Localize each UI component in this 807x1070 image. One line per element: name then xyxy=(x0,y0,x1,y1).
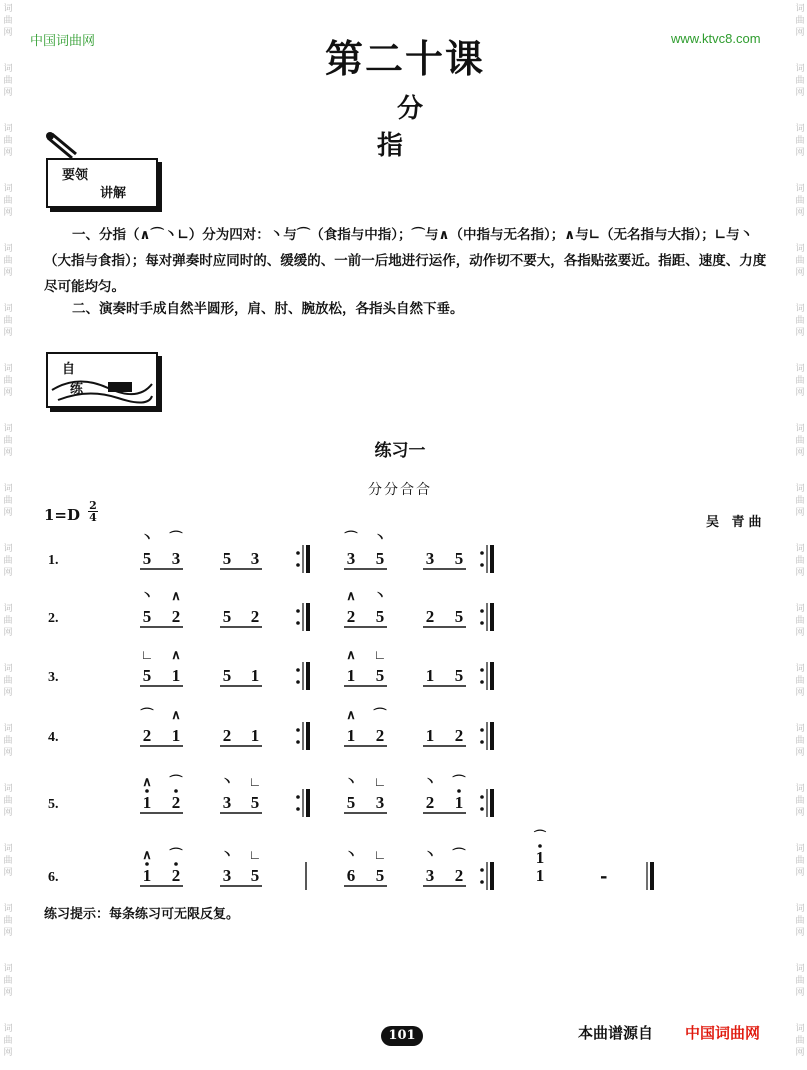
watermark-char: 网 xyxy=(3,88,13,98)
fingering-mark: ∧ xyxy=(346,707,356,722)
watermark-char: 网 xyxy=(795,148,805,158)
watermark-char: 网 xyxy=(795,208,805,218)
watermark-char: 词 xyxy=(3,844,13,854)
fingering-mark: ∧ xyxy=(171,647,181,662)
repeat-bar-mid-dot-top xyxy=(296,668,300,672)
note: 2 xyxy=(171,607,181,626)
watermark-char: 词 xyxy=(795,184,805,194)
repeat-bar-mid-dot-top xyxy=(296,609,300,613)
watermark-char: 词 xyxy=(3,484,13,494)
note: 3 xyxy=(425,549,435,568)
fingering-mark: 丶 xyxy=(373,588,387,603)
fingering-mark: ∟ xyxy=(373,847,387,862)
watermark-char: 曲 xyxy=(795,616,805,626)
watermark-char: 曲 xyxy=(3,796,13,806)
note: 1 xyxy=(425,726,435,745)
watermark-char: 曲 xyxy=(3,976,13,986)
repeat-bar-mid-dot-top xyxy=(296,551,300,555)
repeat-bar-end-dot-top xyxy=(480,728,484,732)
source-site: 中国词曲网 xyxy=(685,1024,761,1042)
watermark-char: 词 xyxy=(795,4,805,14)
watermark-char: 网 xyxy=(795,268,805,278)
watermark-char: 曲 xyxy=(795,976,805,986)
note: 5 xyxy=(250,793,260,812)
note: 5 xyxy=(222,666,232,685)
watermark-char: 网 xyxy=(3,28,13,38)
watermark-char: 曲 xyxy=(795,796,805,806)
repeat-bar-mid-dot-bottom xyxy=(296,563,300,567)
high-octave-dot xyxy=(145,789,149,793)
watermark-char: 网 xyxy=(3,448,13,458)
watermark-char: 词 xyxy=(3,1024,13,1034)
high-octave-dot xyxy=(174,862,178,866)
watermark-char: 曲 xyxy=(795,16,805,26)
practice-tip: 练习提示：每条练习可无限反复。 xyxy=(44,907,240,922)
site-watermark-left: 中国词曲网 xyxy=(30,34,96,49)
watermark-char: 词 xyxy=(3,784,13,794)
watermark-char: 网 xyxy=(795,688,805,698)
watermark-char: 网 xyxy=(795,928,805,938)
watermark-char: 曲 xyxy=(3,556,13,566)
note: 6 xyxy=(346,866,356,885)
watermark-char: 词 xyxy=(795,964,805,974)
note: 5 xyxy=(454,666,464,685)
fingering-mark: ∟ xyxy=(248,847,262,862)
final-note: 1 xyxy=(535,866,545,885)
meter-top: 2 xyxy=(89,499,97,512)
repeat-bar-mid-dot-top xyxy=(296,795,300,799)
watermark-char: 曲 xyxy=(3,316,13,326)
watermark-char: 网 xyxy=(3,928,13,938)
site-watermark-right: www.ktvc8.com xyxy=(671,31,761,46)
note: 3 xyxy=(375,793,385,812)
watermark-char: 词 xyxy=(3,184,13,194)
high-octave-dot xyxy=(538,844,542,848)
watermark-char: 网 xyxy=(3,508,13,518)
note: 1 xyxy=(250,666,260,685)
watermark-char: 词 xyxy=(795,124,805,134)
watermark-char: 网 xyxy=(3,148,13,158)
repeat-bar-mid-dot-bottom xyxy=(296,680,300,684)
watermark-char: 网 xyxy=(795,1048,805,1058)
watermark-char: 曲 xyxy=(795,316,805,326)
watermark-char: 网 xyxy=(795,568,805,578)
watermark-char: 网 xyxy=(3,628,13,638)
explanation-para-1-text: 一、分指（∧⌒丶∟）分为四对：丶与⌒（食指与中指）；⌒与∧（中指与无名指）；∧与∟（无名指与大指）；∟与丶（大指与食指）；每对弹奏时应同时的、缓缓的、一前一后地进行运作，动作切不要大，各指贴弦要近。指距、速度、力度尽可能均匀。 xyxy=(44,227,767,295)
watermark-char: 词 xyxy=(3,544,13,554)
watermark-char: 词 xyxy=(3,964,13,974)
watermark-char: 词 xyxy=(795,304,805,314)
watermark-char: 词 xyxy=(795,724,805,734)
note: 5 xyxy=(375,866,385,885)
watermark-char: 词 xyxy=(795,364,805,374)
note: 5 xyxy=(346,793,356,812)
note: 2 xyxy=(250,607,260,626)
watermark-char: 曲 xyxy=(3,16,13,26)
watermark-char: 网 xyxy=(3,388,13,398)
exercise-title: 练习一 xyxy=(374,441,426,461)
note: 1 xyxy=(171,666,181,685)
fingering-mark: ⌒ xyxy=(452,847,466,862)
fingering-mark: 丶 xyxy=(423,847,437,862)
note: 2 xyxy=(454,726,464,745)
watermark-char: 曲 xyxy=(795,256,805,266)
page-number: 101 xyxy=(381,1026,423,1046)
fingering-mark: ∧ xyxy=(142,847,152,862)
watermark-char: 网 xyxy=(795,748,805,758)
watermark-char: 词 xyxy=(795,244,805,254)
watermark-char: 网 xyxy=(3,808,13,818)
fingering-mark: ⌒ xyxy=(452,774,466,789)
practice-badge-line1: 自 xyxy=(62,362,76,377)
fingering-mark: ⌒ xyxy=(533,829,546,843)
note: 5 xyxy=(142,607,152,626)
watermark-char: 词 xyxy=(795,424,805,434)
watermark-char: 网 xyxy=(795,988,805,998)
repeat-bar-end-dot-bottom xyxy=(480,740,484,744)
note: 3 xyxy=(425,866,435,885)
lesson-title: 第二十课 xyxy=(324,36,485,81)
watermark-char: 词 xyxy=(795,664,805,674)
row-number: 6. xyxy=(48,870,59,885)
watermark-char: 词 xyxy=(795,904,805,914)
fingering-mark: ⌒ xyxy=(169,774,183,789)
watermark-char: 词 xyxy=(3,124,13,134)
repeat-bar-end-dot-bottom xyxy=(480,807,484,811)
fingering-mark: ⌒ xyxy=(169,847,183,862)
watermark-char: 曲 xyxy=(3,736,13,746)
fingering-mark: ∟ xyxy=(140,647,154,662)
watermark-char: 曲 xyxy=(795,556,805,566)
repeat-bar-end-dot-top xyxy=(480,609,484,613)
watermark-char: 网 xyxy=(3,208,13,218)
note: 2 xyxy=(454,866,464,885)
watermark-char: 网 xyxy=(795,28,805,38)
meter-bottom: 4 xyxy=(89,511,97,524)
note: 1 xyxy=(142,793,152,812)
watermark-char: 曲 xyxy=(3,916,13,926)
note: 5 xyxy=(375,549,385,568)
watermark-char: 网 xyxy=(3,568,13,578)
row-number: 5. xyxy=(48,797,59,812)
fingering-mark: ∟ xyxy=(373,774,387,789)
watermark-char: 曲 xyxy=(3,676,13,686)
watermark-char: 网 xyxy=(3,868,13,878)
note: 5 xyxy=(142,666,152,685)
note: 3 xyxy=(250,549,260,568)
repeat-bar-end-dot-top xyxy=(480,795,484,799)
watermark-char: 词 xyxy=(3,364,13,374)
watermark-char: 曲 xyxy=(795,136,805,146)
explain-badge-line1: 要领 xyxy=(62,168,89,183)
watermark-char: 网 xyxy=(3,328,13,338)
watermark-char: 曲 xyxy=(3,616,13,626)
explanation-para-2-text: 二、演奏时手成自然半圆形，肩、肘、腕放松，各指头自然下垂。 xyxy=(72,301,464,317)
composer-credit: 吴 青曲 xyxy=(706,515,766,530)
exercise-subtitle: 分分合合 xyxy=(368,482,432,498)
watermark-char: 曲 xyxy=(795,856,805,866)
note: 3 xyxy=(222,866,232,885)
watermark-char: 曲 xyxy=(795,916,805,926)
fingering-mark: ∧ xyxy=(171,588,181,603)
watermark-char: 曲 xyxy=(3,196,13,206)
watermark-char: 曲 xyxy=(3,76,13,86)
row-number: 4. xyxy=(48,730,59,745)
lesson-subtitle: 分指 xyxy=(376,94,463,161)
fingering-mark: 丶 xyxy=(140,530,154,545)
watermark-char: 网 xyxy=(3,748,13,758)
watermark-char: 网 xyxy=(795,88,805,98)
fingering-mark: 丶 xyxy=(140,588,154,603)
note: 2 xyxy=(222,726,232,745)
note: 1 xyxy=(454,793,464,812)
watermark-char: 词 xyxy=(795,64,805,74)
repeat-bar-end-dot-top xyxy=(480,668,484,672)
source-prefix: 本曲谱源自 xyxy=(578,1024,654,1042)
note: 2 xyxy=(425,607,435,626)
watermark-char: 曲 xyxy=(795,376,805,386)
fingering-mark: 丶 xyxy=(220,774,234,789)
watermark-char: 词 xyxy=(795,784,805,794)
note: 1 xyxy=(346,726,356,745)
watermark-char: 网 xyxy=(3,988,13,998)
practice-badge-line2: 练 xyxy=(70,382,84,397)
repeat-bar-end-dot-top xyxy=(480,551,484,555)
watermark-char: 网 xyxy=(795,628,805,638)
watermark-char: 曲 xyxy=(3,256,13,266)
note: 5 xyxy=(250,866,260,885)
repeat-bar-end-dot-bottom xyxy=(480,621,484,625)
note: 1 xyxy=(171,726,181,745)
high-octave-dot xyxy=(174,789,178,793)
watermark-char: 网 xyxy=(795,808,805,818)
repeat-bar-mid-dot-top xyxy=(296,728,300,732)
row-number: 1. xyxy=(48,553,59,568)
repeat-bar-mid-dot-bottom xyxy=(296,740,300,744)
watermark-char: 词 xyxy=(3,724,13,734)
note: 5 xyxy=(222,549,232,568)
repeat-bar-end-dot-bottom xyxy=(480,680,484,684)
high-octave-dot xyxy=(145,862,149,866)
watermark-char: 曲 xyxy=(795,496,805,506)
watermark-char: 词 xyxy=(3,604,13,614)
watermark-char: 曲 xyxy=(3,436,13,446)
repeat-bar-end-dot-bottom xyxy=(480,563,484,567)
fingering-mark: 丶 xyxy=(423,774,437,789)
watermark-char: 网 xyxy=(3,1048,13,1058)
watermark-char: 曲 xyxy=(795,76,805,86)
watermark-char: 词 xyxy=(795,1024,805,1034)
note: 2 xyxy=(171,793,181,812)
watermark-char: 网 xyxy=(795,448,805,458)
note: 2 xyxy=(142,726,152,745)
fingering-mark: ∧ xyxy=(346,588,356,603)
watermark-char: 曲 xyxy=(795,1036,805,1046)
watermark-char: 词 xyxy=(795,604,805,614)
note: 5 xyxy=(454,549,464,568)
watermark-char: 网 xyxy=(795,868,805,878)
note: 2 xyxy=(171,866,181,885)
watermark-char: 词 xyxy=(795,484,805,494)
note: 2 xyxy=(425,793,435,812)
repeat-bar-end-dot-top xyxy=(480,868,484,872)
note: 1 xyxy=(142,866,152,885)
watermark-char: 词 xyxy=(3,904,13,914)
final-note-stack: 1 xyxy=(535,848,545,867)
note: 5 xyxy=(142,549,152,568)
repeat-bar-mid-dot-bottom xyxy=(296,621,300,625)
high-octave-dot xyxy=(457,789,461,793)
watermark-char: 词 xyxy=(3,4,13,14)
fingering-mark: 丶 xyxy=(220,847,234,862)
watermark-char: 曲 xyxy=(795,736,805,746)
watermark-char: 词 xyxy=(3,64,13,74)
watermark-char: 曲 xyxy=(3,856,13,866)
note: 2 xyxy=(346,607,356,626)
watermark-char: 曲 xyxy=(3,496,13,506)
row-number: 3. xyxy=(48,670,59,685)
watermark-char: 曲 xyxy=(3,376,13,386)
fingering-mark: ∟ xyxy=(373,647,387,662)
fingering-mark: 丶 xyxy=(344,774,358,789)
note: 5 xyxy=(222,607,232,626)
note: 5 xyxy=(454,607,464,626)
note: 3 xyxy=(222,793,232,812)
note: 1 xyxy=(425,666,435,685)
note: 2 xyxy=(375,726,385,745)
note: 1 xyxy=(250,726,260,745)
note: 3 xyxy=(171,549,181,568)
sustain-dash: - xyxy=(600,866,608,887)
fingering-mark: ∟ xyxy=(248,774,262,789)
fingering-mark: ∧ xyxy=(346,647,356,662)
watermark-char: 曲 xyxy=(3,136,13,146)
watermark-char: 曲 xyxy=(3,1036,13,1046)
watermark-char: 词 xyxy=(3,664,13,674)
watermark-char: 曲 xyxy=(795,676,805,686)
watermark-char: 词 xyxy=(3,424,13,434)
watermark-char: 网 xyxy=(795,388,805,398)
watermark-char: 曲 xyxy=(795,196,805,206)
watermark-char: 词 xyxy=(795,544,805,554)
fingering-mark: ⌒ xyxy=(140,707,154,722)
row-number: 2. xyxy=(48,611,59,626)
fingering-mark: 丶 xyxy=(344,847,358,862)
watermark-char: 网 xyxy=(3,268,13,278)
watermark-char: 词 xyxy=(3,244,13,254)
watermark-char: 词 xyxy=(3,304,13,314)
watermark-char: 网 xyxy=(3,688,13,698)
key-signature: 1=D xyxy=(44,506,81,524)
watermark-char: 曲 xyxy=(795,436,805,446)
explain-badge-line2: 讲解 xyxy=(100,186,127,201)
fingering-mark: 丶 xyxy=(373,530,387,545)
fingering-mark: ⌒ xyxy=(344,530,358,545)
note: 1 xyxy=(346,666,356,685)
watermark-char: 网 xyxy=(795,328,805,338)
note: 5 xyxy=(375,666,385,685)
fingering-mark: ∧ xyxy=(171,707,181,722)
watermark-char: 词 xyxy=(795,844,805,854)
note: 5 xyxy=(375,607,385,626)
fingering-mark: ∧ xyxy=(142,774,152,789)
fingering-mark: ⌒ xyxy=(373,707,387,722)
repeat-bar-mid-dot-bottom xyxy=(296,807,300,811)
repeat-bar-end-dot-bottom xyxy=(480,880,484,884)
fingering-mark: ⌒ xyxy=(169,530,183,545)
watermark-char: 网 xyxy=(795,508,805,518)
note: 3 xyxy=(346,549,356,568)
